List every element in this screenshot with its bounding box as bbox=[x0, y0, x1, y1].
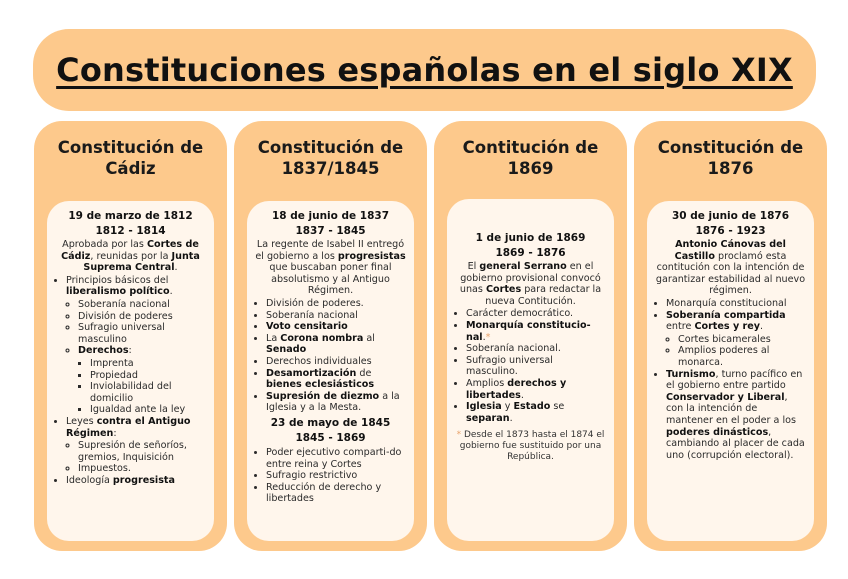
bullet-list bbox=[655, 298, 806, 461]
list-item: ◦ División de poderes bbox=[78, 311, 206, 323]
list-item: ▪ Imprenta bbox=[90, 358, 206, 370]
date: 1 de junio de 1869 bbox=[475, 232, 586, 244]
list-item: • Supresión de diezmo a la Iglesia y a la Mesta. bbox=[266, 391, 406, 414]
period: 1845 - 1869 bbox=[295, 431, 366, 444]
list-item: • Derechos individuales bbox=[266, 356, 406, 368]
list-item: • Turnismo, turno pacífico en el gobierno entre partido Conservador y Liberal, con la intención de mantener en el poder a los poderes dinásticos, cambiando al placer de cada uno (corrupción electoral). bbox=[666, 369, 806, 462]
date: 30 de junio de 1876 bbox=[671, 210, 790, 222]
column-title: Contitución de 1869 bbox=[462, 138, 599, 178]
bullet-list bbox=[255, 298, 406, 414]
list-item: • Soberanía compartida entre Cortes y rey. ◦ Cortes bicamerales ◦ Amplios poderes al monarca. bbox=[666, 310, 806, 369]
column-title: Constitución de 1876 bbox=[657, 138, 804, 178]
list-item: • Desamortización de bienes eclesiásticos bbox=[266, 368, 406, 391]
column-title: Constitución de 1837/1845 bbox=[257, 138, 404, 178]
list-item: • Poder ejecutivo comparti-do entre reina y Cortes bbox=[266, 447, 406, 470]
intro-text: La regente de Isabel II entregó el gobierno a los progresistas que buscaban poner final absolutismo y al Antiguo Régimen. bbox=[255, 239, 406, 297]
period: 1837 - 1845 bbox=[295, 225, 366, 237]
list-item: • Ideología progresista bbox=[66, 475, 206, 487]
content-card bbox=[47, 201, 214, 541]
list-item: • Leyes contra el Antiguo Régimen: ◦ Supresión de señoríos, gremios, Inquisición ◦ Impuestos. bbox=[66, 416, 206, 475]
content-card bbox=[447, 199, 614, 541]
content-card bbox=[647, 201, 814, 541]
list-item: • Soberanía nacional bbox=[266, 310, 406, 322]
date: 18 de junio de 1837 bbox=[271, 210, 390, 222]
list-item: ◦ Cortes bicamerales bbox=[678, 334, 806, 346]
list-item: • Voto censitario bbox=[266, 321, 406, 333]
list-item: • Reducción de derecho y libertades bbox=[266, 482, 406, 505]
list-item: ▪ Igualdad ante la ley bbox=[90, 404, 206, 416]
bullet-list bbox=[255, 447, 406, 505]
column-title: Constitución de Cádiz bbox=[57, 138, 204, 178]
intro-text: Antonio Cánovas del Castillo proclamó esta contitución con la intención de garantizar estabilidad al nuevo régimen. bbox=[655, 239, 806, 297]
list-item: • La Corona nombra al Senado bbox=[266, 333, 406, 356]
column-1837-1845 bbox=[234, 121, 427, 551]
title-banner bbox=[33, 29, 816, 111]
footnote: * Desde el 1873 hasta el 1874 el gobierno fue sustituido por una República. bbox=[456, 430, 605, 463]
column-1876 bbox=[634, 121, 827, 551]
list-item: • Principios básicos del liberalismo político. ◦ Soberanía nacional ◦ División de poderes ◦ Sufragio universal masculino ◦ Derechos: ▪ Imprenta ▪ Propiedad ▪ Inviolabilidad del domicilio ▪ Igualdad ante la ley bbox=[66, 275, 206, 416]
list-item: ▪ Propiedad bbox=[90, 370, 206, 382]
list-item: ◦ Amplios poderes al monarca. bbox=[678, 345, 806, 368]
period: 1812 - 1814 bbox=[95, 225, 166, 237]
bullet-list bbox=[455, 308, 606, 424]
list-item: • Amplios derechos y libertades. bbox=[466, 378, 606, 401]
list-item: • Iglesia y Estado se separan. bbox=[466, 401, 606, 424]
bullet-list bbox=[55, 275, 206, 487]
period: 1876 - 1923 bbox=[695, 225, 766, 237]
column-cadiz bbox=[34, 121, 227, 551]
page-title: Constituciones españolas en el siglo XIX bbox=[56, 51, 793, 89]
period: 1869 - 1876 bbox=[495, 247, 566, 259]
list-item: • Sufragio restrictivo bbox=[266, 470, 406, 482]
list-item: • Monarquía constitucio-nal.* bbox=[466, 320, 606, 343]
footnote-star: * bbox=[485, 331, 491, 343]
list-item: • Soberanía nacional. bbox=[466, 343, 606, 355]
list-item: • Monarquía constitucional bbox=[666, 298, 806, 310]
list-item: • Carácter democrático. bbox=[466, 308, 606, 320]
list-item: ◦ Sufragio universal masculino bbox=[78, 322, 206, 345]
date: 23 de mayo de 1845 bbox=[270, 416, 391, 429]
column-1869 bbox=[434, 121, 627, 551]
list-item: ◦ Impuestos. bbox=[78, 463, 206, 475]
list-item: • Sufragio universal masculino. bbox=[466, 355, 606, 378]
list-item: ◦ Soberanía nacional bbox=[78, 299, 206, 311]
list-item: ▪ Inviolabilidad del domicilio bbox=[90, 381, 206, 404]
intro-text: Aprobada por las Cortes de Cádiz, reunidas por la Junta Suprema Central. bbox=[61, 239, 200, 274]
list-item: • División de poderes. bbox=[266, 298, 406, 310]
list-item: ◦ Supresión de señoríos, gremios, Inquisición bbox=[78, 440, 206, 463]
content-card bbox=[247, 201, 414, 541]
date: 19 de marzo de 1812 bbox=[68, 210, 193, 222]
list-item: ◦ Derechos: ▪ Imprenta ▪ Propiedad ▪ Inviolabilidad del domicilio ▪ Igualdad ante la ley bbox=[78, 345, 206, 416]
intro-text: El general Serrano en el gobierno provisional convocó unas Cortes para redactar la nueva Contitución. bbox=[459, 261, 602, 307]
